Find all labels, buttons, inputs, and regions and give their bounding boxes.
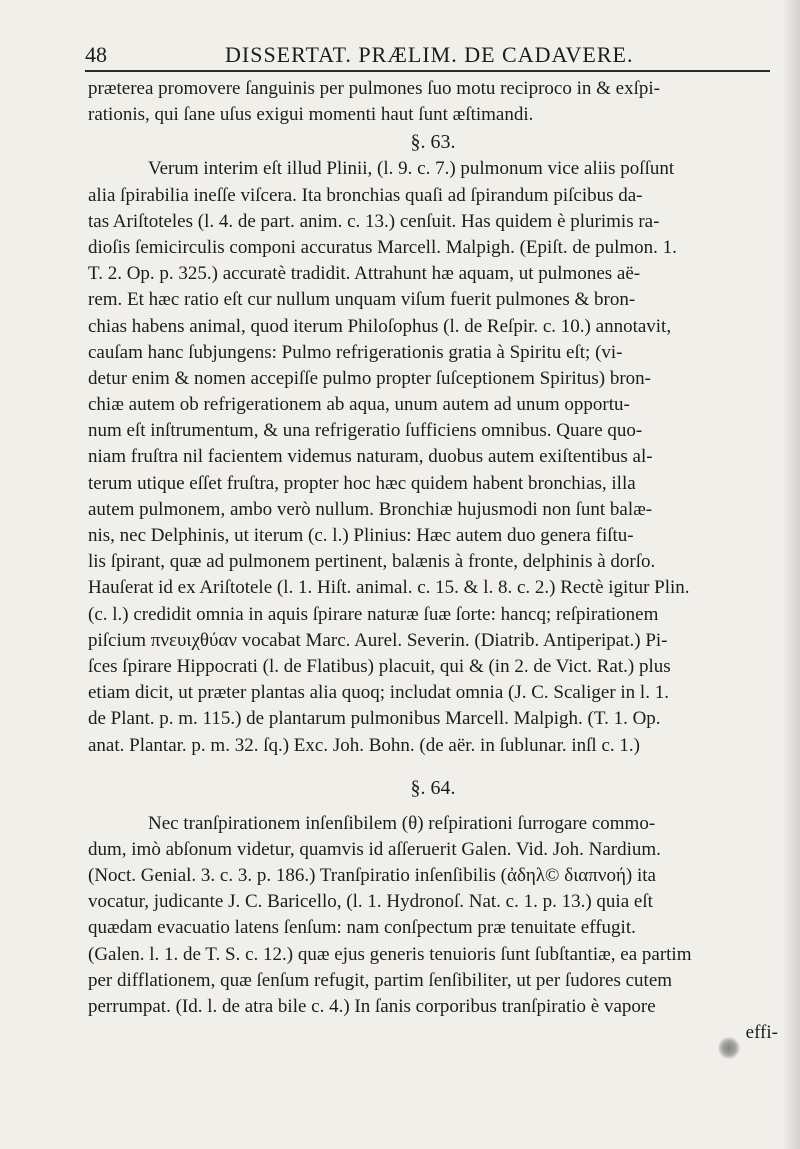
body-text [88, 76, 778, 1046]
running-head: DISSERTAT. PRÆLIM. DE CADAVERE. [225, 42, 634, 67]
text-line: cauſam hanc ſubjungens: Pulmo refrigerationis gratia à Spiritu eſt; (vi- [88, 341, 623, 363]
text-line: rem. Et hæc ratio eſt cur nullum unquam viſum fuerit pulmones & bron- [88, 289, 636, 311]
ink-stain [718, 1037, 740, 1059]
page-header [85, 40, 770, 72]
text-line: etiam dicit, ut præter plantas alia quoq; includat omnia (J. C. Scaliger in l. 1. [88, 682, 669, 704]
text-line: num eſt inſtrumentum, & una refrigeratio ſufficiens omnibus. Quare quo- [88, 420, 643, 442]
text-line: chias habens animal, quod iterum Philoſophus (l. de Reſpir. c. 10.) annotavit, [88, 315, 672, 337]
text-line: de Plant. p. m. 115.) de plantarum pulmonibus Marcell. Malpigh. (T. 1. Op. [88, 708, 661, 730]
text-line: niam fruſtra nil facientem videmus naturam, duobus autem exiſtentibus al- [88, 446, 653, 468]
text-line: dioſis ſemicirculis componi accuratus Marcell. Malpigh. (Epiſt. de pulmon. 1. [88, 236, 677, 258]
text-line: anat. Plantar. p. m. 32. ſq.) Exc. Joh. Bohn. (de aër. in ſublunar. inſl c. 1.) [88, 734, 640, 756]
paragraph-start-line: Verum interim eſt illud Plinii, (l. 9. c. 7.) pulmonum vice aliis poſſunt [148, 158, 675, 180]
text-line: Hauſerat id ex Ariſtotele (l. 1. Hiſt. animal. c. 15. & l. 8. c. 2.) Rectè igitur Plin. [88, 577, 690, 599]
text-line: dum, imò abſonum videtur, quamvis id aſſeruerit Galen. Vid. Joh. Nardium. [88, 838, 661, 860]
text-line: perrumpat. (Id. l. de atra bile c. 4.) In ſanis corporibus tranſpiratio è vapore [88, 996, 656, 1017]
page-edge-shadow [782, 0, 800, 1149]
text-line: (c. l.) credidit omnia in aquis ſpirare naturæ ſuæ ſorte: hancq; reſpirationem [88, 603, 659, 625]
text-line: autem pulmonem, ambo verò nullum. Bronchiæ hujusmodi non ſunt balæ- [88, 498, 653, 520]
section-heading-63: §. 63. [410, 131, 456, 154]
text-line: lis ſpirant, quæ ad pulmonem pertinent, balænis à fronte, delphinis à dorſo. [88, 551, 656, 573]
text-line: nis, nec Delphinis, ut iterum (c. l.) Plinius: Hæc autem duo genera fiſtu- [88, 525, 634, 546]
text-line: chiæ autem ob refrigerationem ab aqua, unum autem ad unum opportu- [88, 394, 630, 416]
text-line: detur enim & nomen accepiſſe pulmo propter ſuſceptionem Spiritus) bron- [88, 367, 651, 389]
text-line: piſcium πνευιχθύαν vocabat Marc. Aurel. Severin. (Diatrib. Antiperipat.) Pi- [88, 629, 668, 651]
page-number: 48 [85, 42, 107, 67]
text-line: tas Ariſtoteles (l. 4. de part. anim. c. 13.) cenſuit. Has quidem è plurimis ra- [88, 210, 660, 232]
text-line: alia ſpirabilia ineſſe viſcera. Ita bronchias quaſi ad ſpirandum piſcibus da- [88, 184, 643, 206]
catchword: effi- [745, 1022, 778, 1044]
text-line: (Noct. Genial. 3. c. 3. p. 186.) Tranſpiratio inſenſibilis (ἀδηλ© διαπνοή) ita [88, 865, 656, 887]
text-line: quædam evacuatio latens ſenſum: nam conſpectum præ tenuitate effugit. [88, 917, 636, 939]
text-line: per difflationem, quæ ſenſum refugit, partim ſenſibiliter, ut per ſudores cutem [88, 969, 673, 991]
text-line: præterea promovere ſanguinis per pulmones ſuo motu reciproco in & exſpi- [88, 78, 660, 99]
text-line: vocatur, judicante J. C. Baricello, (l. 1. Hydronoſ. Nat. c. 1. p. 13.) quia eſt [88, 891, 653, 913]
text-line: T. 2. Op. p. 325.) accuratè tradidit. Attrahunt hæ aquam, ut pulmones aë- [88, 263, 641, 285]
text-line: rationis, qui ſane uſus exigui momenti haut ſunt æſtimandi. [88, 104, 534, 126]
section-heading-64: §. 64. [410, 776, 456, 799]
text-line: terum utique eſſet fruſtra, propter hoc hæc quidem habent bronchias, illa [88, 472, 636, 494]
text-line: ſces ſpirare Hippocrati (l. de Flatibus) placuit, qui & (in 2. de Vict. Rat.) plus [88, 655, 671, 677]
paragraph-start-line: Nec tranſpirationem inſenſibilem (θ) reſpirationi ſurrogare commo- [148, 812, 656, 834]
text-line: (Galen. l. 1. de T. S. c. 12.) quæ ejus generis tenuioris ſunt ſubſtantiæ, ea partim [88, 943, 692, 965]
